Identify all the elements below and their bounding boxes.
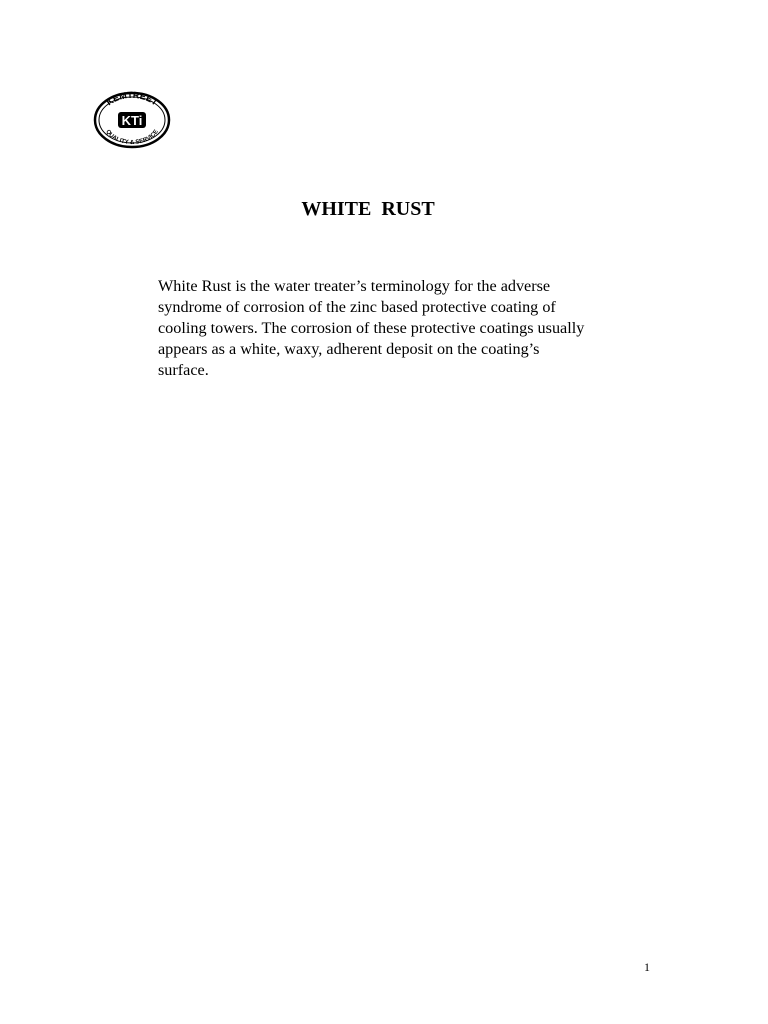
document-paragraph [158, 276, 638, 381]
document-title: WHITE RUST [301, 198, 435, 220]
paragraph-line: cooling towers. The corrosion of these protective coatings usually [158, 319, 585, 337]
paragraph-line: appears as a white, waxy, adherent deposit on the coating’s [158, 340, 540, 358]
logo-center-text: KTi [121, 113, 143, 128]
logo-top-text: KEMTREET [104, 90, 160, 108]
page-number: 1 [644, 960, 650, 974]
paragraph-line: White Rust is the water treater’s terminology for the adverse [158, 277, 551, 295]
kemtreet-logo [92, 90, 172, 150]
paragraph-line: syndrome of corrosion of the zinc based protective coating of [158, 298, 556, 316]
paragraph-line: surface. [158, 361, 209, 379]
logo-bottom-text: QUALITY & SERVICE [104, 129, 160, 147]
